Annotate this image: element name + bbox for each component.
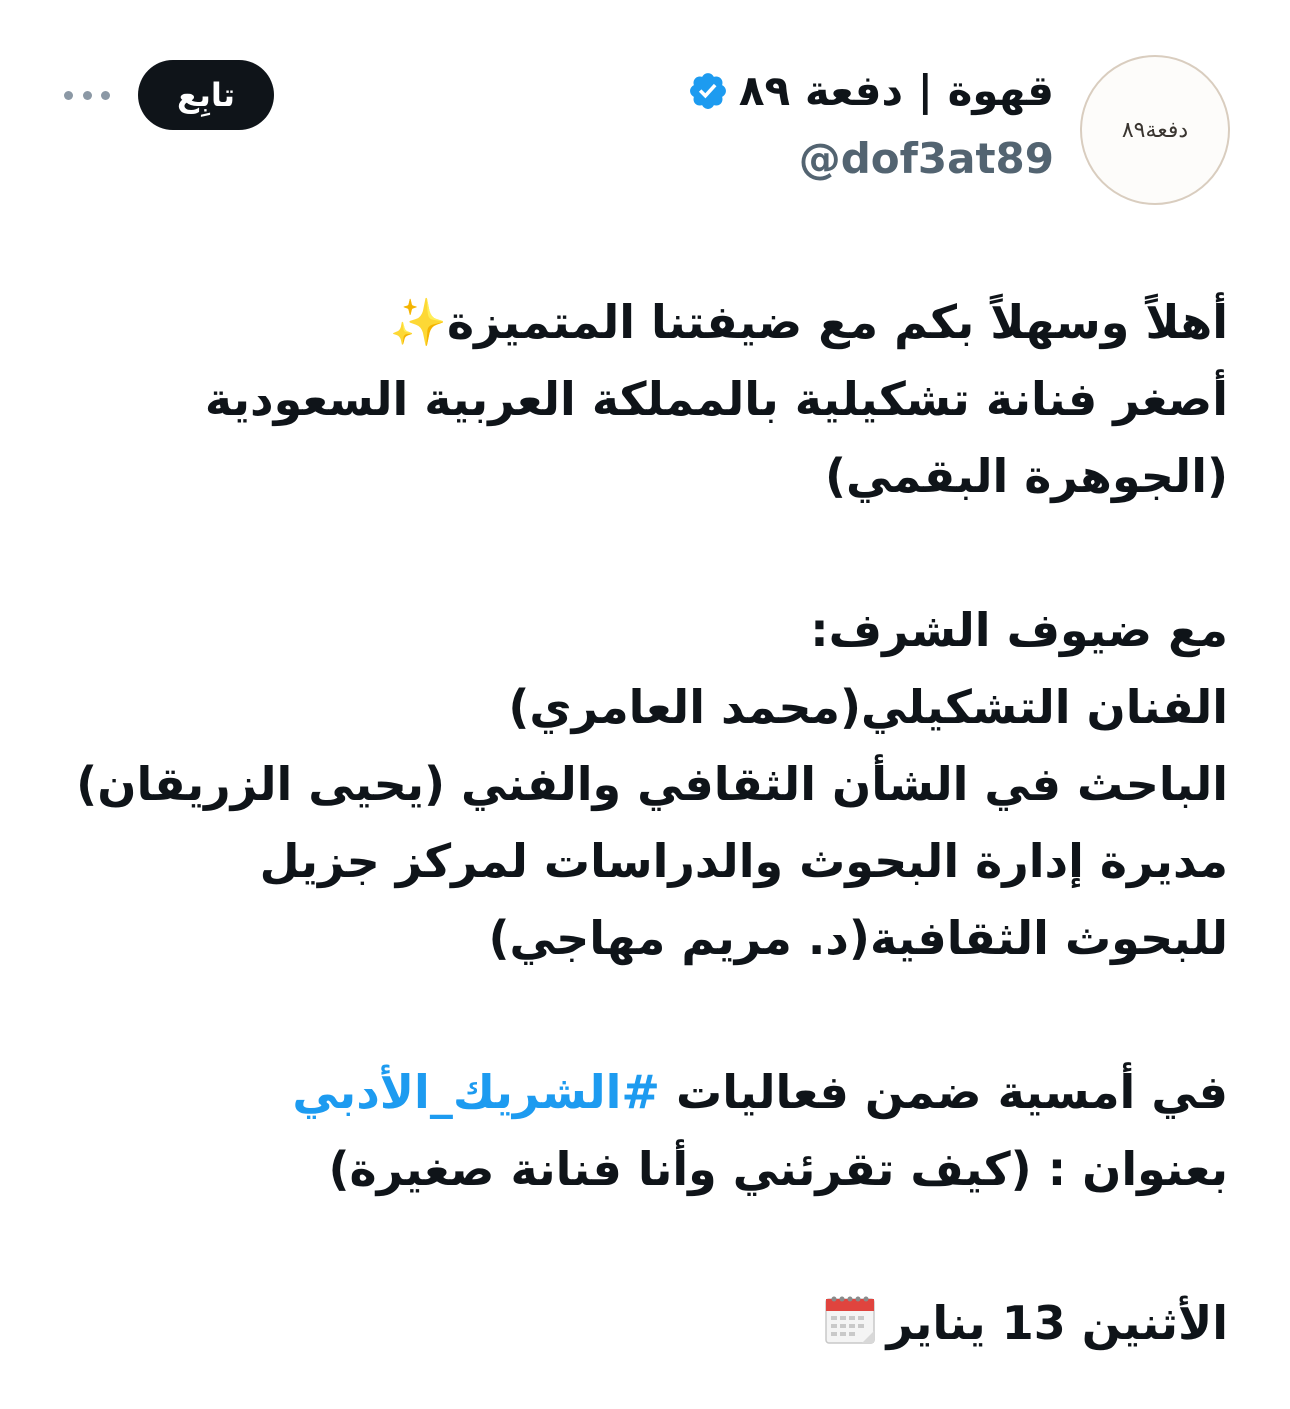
avatar[interactable] xyxy=(1080,55,1230,205)
more-options-icon[interactable] xyxy=(64,84,110,106)
tweet-line-2: أصغر فنانة تشكيلية بالمملكة العربية السعودية xyxy=(204,372,1228,426)
sparkles-icon: ✨ xyxy=(389,295,447,349)
tweet-line-11: الأثنين 13 يناير xyxy=(118,1285,1228,1362)
tweet-line-8: للبحوث الثقافية(د. مريم مهاجي) xyxy=(488,911,1228,965)
avatar-logo-text: دفعة٨٩ xyxy=(1121,117,1189,143)
username-handle[interactable]: @dof3at89 xyxy=(798,134,1054,183)
tweet-line-7: مديرة إدارة البحوث والدراسات لمركز جزيل xyxy=(259,834,1228,888)
tweet-line-9: في أمسية ضمن فعاليات #الشريك_الأدبي xyxy=(292,1065,1228,1119)
tweet-line-5: الفنان التشكيلي(محمد العامري) xyxy=(508,680,1228,734)
tweet-text xyxy=(76,284,1228,1362)
tweet-line-4: مع ضيوف الشرف: xyxy=(810,603,1228,657)
verified-badge-icon xyxy=(687,70,729,112)
author-name-row[interactable] xyxy=(687,66,1054,115)
hashtag-link[interactable]: #الشريك_الأدبي xyxy=(292,1065,660,1119)
tweet-line-3: (الجوهرة البقمي) xyxy=(824,449,1228,503)
tweet-line-1: أهلاً وسهلاً بكم مع ضيفتنا المتميزة✨ xyxy=(389,295,1228,349)
follow-button[interactable]: تابِع xyxy=(138,60,274,130)
tweet-line-6: الباحث في الشأن الثقافي والفني (يحيى الزريقان) xyxy=(76,757,1228,811)
tweet-line-10: بعنوان : (كيف تقرئني وأنا فنانة صغيرة) xyxy=(328,1142,1228,1196)
display-name[interactable]: قهوة | دفعة ٨٩ xyxy=(738,66,1054,115)
calendar-icon xyxy=(822,1291,878,1347)
